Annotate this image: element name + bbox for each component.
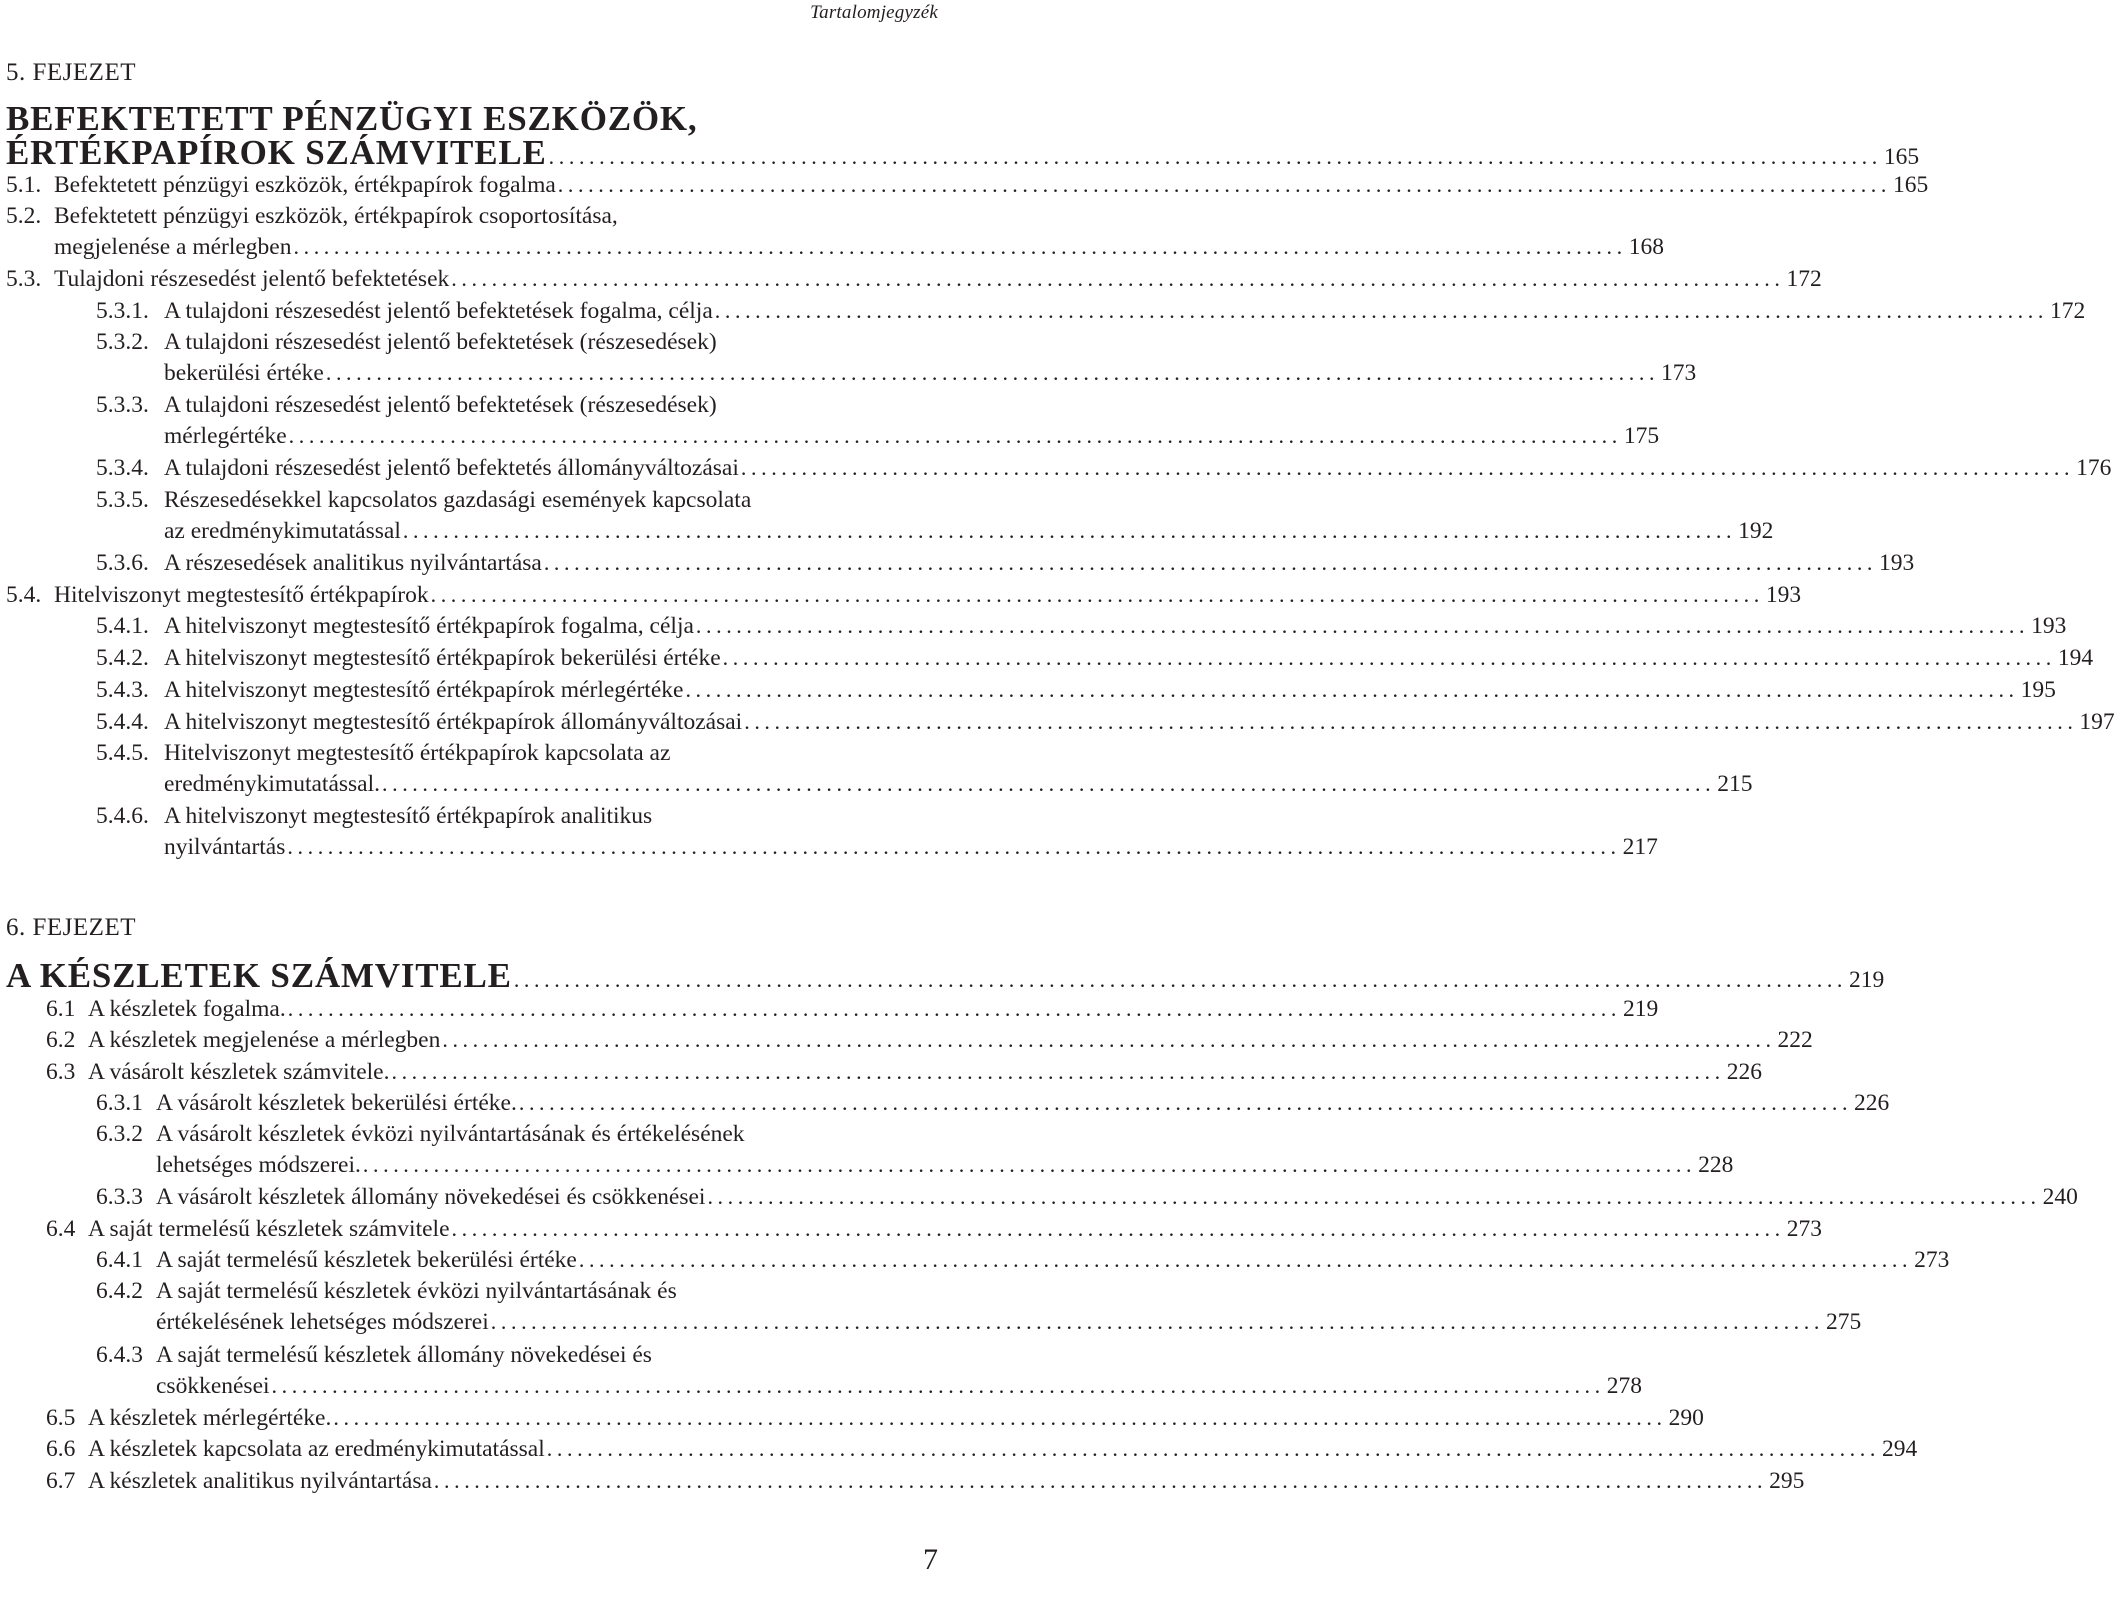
dot-leader: .................................................................................................................................... (714, 298, 2048, 323)
entry-title: A készletek kapcsolata az eredménykimutatással (88, 1436, 545, 1462)
entry-number: 6.4.1 (96, 1247, 143, 1273)
dot-leader: .................................................................................................................................... (433, 1468, 1768, 1493)
entry-number: 6.6 (46, 1436, 76, 1462)
entry-title-continuation: eredménykimutatással. (164, 771, 380, 797)
page-number: 294 (1881, 1436, 1918, 1462)
dot-leader: .................................................................................................................................... (740, 455, 2075, 480)
chapter-5-title-row[interactable] (6, 133, 1920, 172)
chapter-6-title: A KÉSZLETEK SZÁMVITELE (6, 956, 512, 995)
toc-entry[interactable] (96, 1088, 1890, 1118)
toc-entry-line[interactable] (96, 1119, 745, 1149)
page-number: 173 (1661, 360, 1697, 386)
dot-leader: .................................................................................................................................... (548, 144, 1882, 169)
toc-entry-continuation[interactable] (164, 516, 1774, 546)
entry-number: 6.2 (46, 1027, 76, 1053)
entry-title: Hitelviszonyt megtestesítő értékpapírok (54, 582, 429, 608)
page-number: 193 (1879, 550, 1915, 576)
dot-leader: .................................................................................................................................... (391, 1059, 1725, 1084)
dot-leader: .................................................................................................................................... (451, 1216, 1785, 1241)
chapter-6-label: 6. FEJEZET (6, 914, 136, 941)
entry-title: A készletek mérlegértéke. (88, 1405, 332, 1431)
page-number: 165 (1893, 172, 1929, 198)
entry-title: A hitelviszonyt megtestesítő értékpapírok mérlegértéke (164, 677, 684, 703)
toc-entry[interactable] (46, 1025, 1813, 1055)
entry-title: Befektetett pénzügyi eszközök, értékpapírok csoportosítása, (54, 203, 618, 229)
page-number: 295 (1769, 1468, 1805, 1494)
entry-number: 5.4.5. (96, 740, 149, 766)
toc-entry[interactable] (46, 1434, 1918, 1464)
entry-title-continuation: bekerülési értéke (164, 360, 324, 386)
toc-entry[interactable] (46, 1466, 1805, 1496)
toc-entry-continuation[interactable] (54, 232, 1664, 262)
dot-leader: .................................................................................................................................... (287, 996, 1621, 1021)
toc-entry-continuation[interactable] (156, 1307, 1862, 1337)
page-number: 197 (2079, 709, 2115, 735)
entry-title: A tulajdoni részesedést jelentő befektetések fogalma, célja (164, 298, 713, 324)
dot-leader: .................................................................................................................................... (402, 518, 1737, 543)
entry-title: A készletek analitikus nyilvántartása (88, 1468, 432, 1494)
chapter-5-label: 5. FEJEZET (6, 59, 136, 86)
entry-number: 5.3.2. (96, 329, 149, 355)
entry-number: 6.7 (46, 1468, 76, 1494)
toc-entry-continuation[interactable] (164, 358, 1697, 388)
toc-entry-line[interactable] (6, 201, 618, 231)
entry-title: A vásárolt készletek évközi nyilvántartásának és értékelésének (156, 1121, 745, 1147)
entry-title: A részesedések analitikus nyilvántartása (164, 550, 542, 576)
page-number: 275 (1825, 1309, 1862, 1335)
toc-entry[interactable] (96, 1245, 1950, 1275)
entry-number: 6.4.2 (96, 1278, 143, 1304)
toc-entry-line[interactable] (96, 1276, 677, 1306)
entry-title-continuation: nyilvántartás (164, 834, 286, 860)
toc-entry-continuation[interactable] (164, 421, 1660, 451)
dot-leader: .................................................................................................................................... (271, 1373, 1605, 1398)
page-number: 226 (1726, 1059, 1762, 1085)
dot-leader: .................................................................................................................................... (744, 709, 2078, 734)
page-number: 168 (1628, 234, 1664, 260)
page-number: 290 (1668, 1405, 1704, 1431)
toc-entry-continuation[interactable] (164, 769, 1753, 799)
page-number: 273 (1914, 1247, 1950, 1273)
toc-entry[interactable] (46, 1403, 1704, 1433)
entry-title: A készletek fogalma. (88, 996, 286, 1022)
dot-leader: .................................................................................................................................... (685, 677, 2019, 702)
entry-title: A tulajdoni részesedést jelentő befektetések (részesedések) (164, 392, 717, 418)
entry-title: A hitelviszonyt megtestesítő értékpapírok fogalma, célja (164, 613, 694, 639)
entry-title: A hitelviszonyt megtestesítő értékpapírok analitikus (164, 803, 653, 829)
entry-number: 5.1. (6, 172, 42, 198)
toc-entry-line[interactable] (96, 1340, 652, 1370)
entry-number: 6.4.3 (96, 1342, 143, 1368)
toc-entry-line[interactable] (96, 390, 717, 420)
page-number: 219 (1849, 967, 1885, 993)
dot-leader: .................................................................................................................................... (546, 1436, 1880, 1461)
toc-entry[interactable] (6, 580, 1802, 610)
page-number: 273 (1786, 1216, 1822, 1242)
toc-entry-line[interactable] (96, 327, 717, 357)
page-number: 193 (1765, 582, 1802, 608)
page-number: 172 (2049, 298, 2086, 324)
page-number: 194 (2057, 645, 2094, 671)
entry-number: 6.3 (46, 1059, 76, 1085)
page-number: 215 (1717, 771, 1753, 797)
entry-title: A hitelviszonyt megtestesítő értékpapírok bekerülési értéke (164, 645, 721, 671)
entry-number: 5.4.6. (96, 803, 149, 829)
toc-entry[interactable] (96, 643, 2094, 673)
page-folio: 7 (923, 1543, 938, 1576)
entry-title: A vásárolt készletek állomány növekedései és csökkenései (156, 1184, 706, 1210)
page-number: 192 (1738, 518, 1774, 544)
dot-leader: .................................................................................................................................... (430, 582, 1764, 607)
entry-number: 5.3.4. (96, 455, 149, 481)
dot-leader: .................................................................................................................................... (707, 1184, 2041, 1209)
page-number: 217 (1622, 834, 1658, 860)
dot-leader: .................................................................................................................................... (362, 1152, 1697, 1177)
entry-number: 5.3.3. (96, 392, 149, 418)
entry-number: 5.2. (6, 203, 42, 229)
dot-leader: .................................................................................................................................... (287, 834, 1621, 859)
dot-leader: .................................................................................................................................... (382, 771, 1716, 796)
entry-number: 5.4.4. (96, 709, 149, 735)
entry-number: 6.3.3 (96, 1184, 143, 1210)
toc-entry-line[interactable] (96, 801, 653, 831)
page-number: 228 (1698, 1152, 1734, 1178)
entry-number: 6.1 (46, 996, 76, 1022)
entry-title-continuation: mérlegértéke (164, 423, 287, 449)
entry-number: 6.3.1 (96, 1090, 143, 1116)
dot-leader: .................................................................................................................................... (442, 1027, 1776, 1052)
entry-title-continuation: értékelésének lehetséges módszerei (156, 1309, 489, 1335)
entry-title: A saját termelésű készletek bekerülési értéke (156, 1247, 577, 1273)
entry-title: Részesedésekkel kapcsolatos gazdasági események kapcsolata (164, 487, 752, 513)
entry-title: Befektetett pénzügyi eszközök, értékpapírok fogalma (54, 172, 556, 198)
entry-number: 5.3.5. (96, 487, 149, 513)
toc-entry-continuation[interactable] (156, 1150, 1734, 1180)
entry-title-continuation: lehetséges módszerei. (156, 1152, 361, 1178)
entry-title: A saját termelésű készletek évközi nyilvántartásának és (156, 1278, 677, 1304)
entry-title: Tulajdoni részesedést jelentő befektetések (54, 266, 450, 292)
page-number: 222 (1777, 1027, 1813, 1053)
dot-leader: .................................................................................................................................... (722, 645, 2056, 670)
dot-leader: .................................................................................................................................... (490, 1309, 1824, 1334)
dot-leader: .................................................................................................................................... (578, 1247, 1913, 1272)
entry-number: 5.4. (6, 582, 42, 608)
entry-title: A hitelviszonyt megtestesítő értékpapírok állományváltozásai (164, 709, 743, 735)
page-number: 278 (1606, 1373, 1642, 1399)
entry-number: 5.4.1. (96, 613, 149, 639)
entry-title-continuation: csökkenései (156, 1373, 270, 1399)
chapter-5-title-line-1: BEFEKTETETT PÉNZÜGYI ESZKÖZÖK, (6, 99, 698, 138)
toc-entry[interactable] (6, 264, 1822, 294)
entry-title: A saját termelésű készletek állomány növekedései és (156, 1342, 652, 1368)
entry-title-continuation: megjelenése a mérlegben (54, 234, 292, 260)
entry-title: A tulajdoni részesedést jelentő befektetés állományváltozásai (164, 455, 739, 481)
page-number: 193 (2031, 613, 2067, 639)
page-number: 165 (1883, 144, 1920, 170)
dot-leader: .................................................................................................................................... (513, 967, 1848, 992)
dot-leader: .................................................................................................................................... (293, 234, 1627, 259)
toc-entry[interactable] (96, 675, 2056, 705)
entry-number: 6.5 (46, 1405, 76, 1431)
page-number: 240 (2042, 1184, 2078, 1210)
entry-number: 5.3.6. (96, 550, 149, 576)
toc-entry[interactable] (96, 548, 1915, 578)
entry-title: A készletek megjelenése a mérlegben (88, 1027, 441, 1053)
toc-entry[interactable] (6, 170, 1929, 200)
entry-number: 5.4.3. (96, 677, 149, 703)
page-number: 219 (1622, 996, 1659, 1022)
entry-number: 6.3.2 (96, 1121, 143, 1147)
entry-title: A saját termelésű készletek számvitele (88, 1216, 450, 1242)
toc-entry[interactable] (46, 1214, 1822, 1244)
page-number: 195 (2020, 677, 2056, 703)
entry-number: 5.3. (6, 266, 42, 292)
chapter-5-title-line-2: ÉRTÉKPAPÍROK SZÁMVITELE (6, 133, 547, 172)
dot-leader: .................................................................................................................................... (325, 360, 1660, 385)
dot-leader: .................................................................................................................................... (543, 550, 1878, 575)
dot-leader: .................................................................................................................................... (333, 1405, 1667, 1430)
entry-title: A tulajdoni részesedést jelentő befektetések (részesedések) (164, 329, 717, 355)
entry-title: A vásárolt készletek bekerülési értéke. (156, 1090, 517, 1116)
toc-entry[interactable] (96, 453, 2112, 483)
dot-leader: .................................................................................................................................... (288, 423, 1622, 448)
toc-entry-continuation[interactable] (164, 832, 1658, 862)
page-number: 172 (1786, 266, 1822, 292)
toc-entry[interactable] (46, 1057, 1762, 1087)
toc-entry[interactable] (96, 1182, 2078, 1212)
toc-entry-continuation[interactable] (156, 1371, 1642, 1401)
toc-entry[interactable] (96, 296, 2086, 326)
toc-entry[interactable] (46, 994, 1659, 1024)
page-number: 226 (1854, 1090, 1890, 1116)
entry-number: 5.3.1. (96, 298, 149, 324)
toc-entry[interactable] (96, 707, 2115, 737)
running-head: Tartalomjegyzék (810, 2, 938, 23)
toc-entry-line[interactable] (96, 738, 671, 768)
page-number: 176 (2076, 455, 2112, 481)
entry-number: 5.4.2. (96, 645, 149, 671)
dot-leader: .................................................................................................................................... (518, 1090, 1853, 1115)
toc-entry-line[interactable] (96, 485, 752, 515)
entry-title: A vásárolt készletek számvitele. (88, 1059, 390, 1085)
chapter-6-title-row[interactable] (6, 956, 1885, 995)
entry-title-continuation: az eredménykimutatással (164, 518, 401, 544)
dot-leader: .................................................................................................................................... (451, 266, 1785, 291)
dot-leader: .................................................................................................................................... (557, 172, 1891, 197)
toc-entry[interactable] (96, 611, 2067, 641)
entry-number: 6.4 (46, 1216, 76, 1242)
dot-leader: .................................................................................................................................... (695, 613, 2030, 638)
page-number: 175 (1623, 423, 1660, 449)
entry-title: Hitelviszonyt megtestesítő értékpapírok kapcsolata az (164, 740, 671, 766)
